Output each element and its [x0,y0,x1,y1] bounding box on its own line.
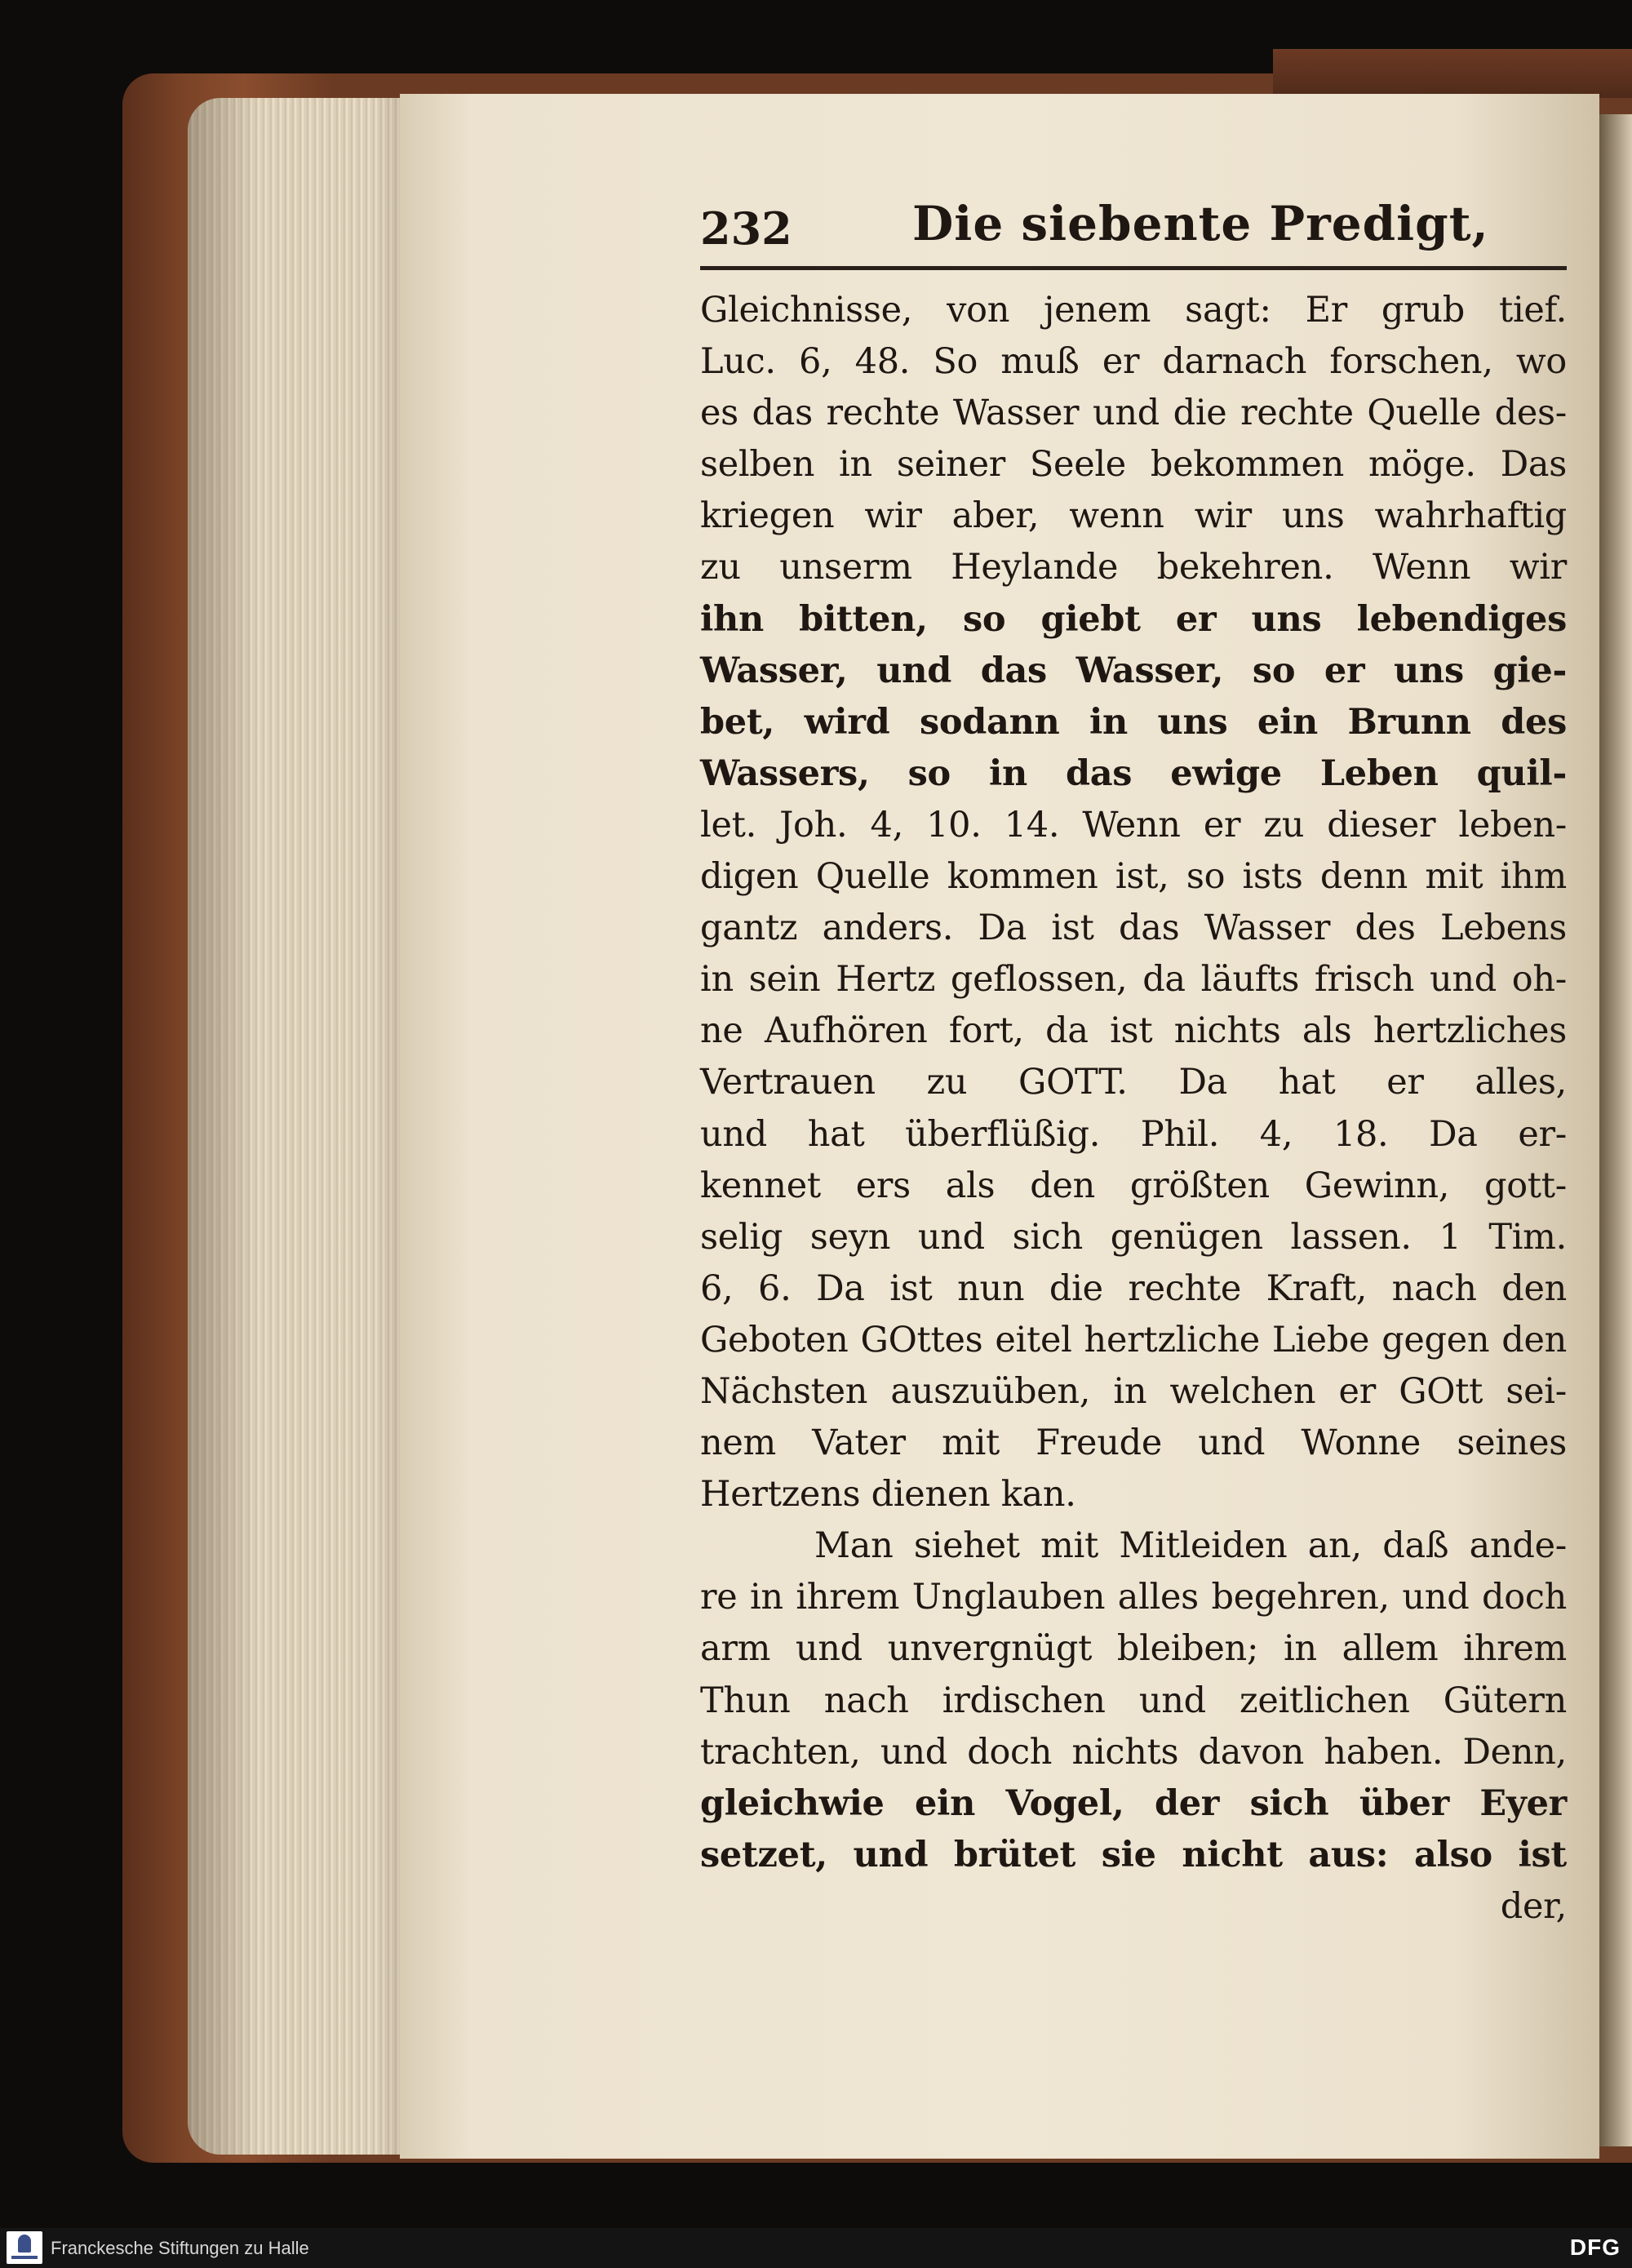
text-line: es das rechte Wasser und die rechte Quelle des- [700,393,1567,434]
institution-name[interactable]: Franckesche Stiftungen zu Halle [51,2238,309,2258]
text-line: nem Vater mit Freude und Wonne seines [700,1422,1567,1464]
text-line: Thun nach irdischen und zeitlichen Gütern [700,1680,1567,1721]
text-line: Vertrauen zu GOTT. Da hat er alles, [700,1062,1567,1103]
text-line: Man siehet mit Mitleiden an, daß ande- [814,1525,1567,1567]
text-line: gleichwie ein Vogel, der sich über Eyer [700,1782,1567,1824]
page-number: 232 [700,202,792,255]
text-line: let. Joh. 4, 10. 14. Wenn er zu dieser leben- [700,804,1567,846]
running-title: Die siebente Predigt, [912,196,1489,251]
text-line: ne Aufhören fort, da ist nichts als hertzliches [700,1010,1567,1052]
text-line: ihn bitten, so giebt er uns lebendiges [700,598,1567,640]
text-line: selben in seiner Seele bekommen möge. Das [700,444,1567,486]
text-line: trachten, und doch nichts davon haben. Denn, [700,1731,1567,1773]
text-line: Geboten GOttes eitel hertzliche Liebe gegen den [700,1319,1567,1360]
catchword: der, [1500,1885,1567,1927]
page-text [700,196,1567,1933]
text-line: kennet ers als den größten Gewinn, gott- [700,1165,1567,1206]
text-line: zu unserm Heylande bekehren. Wenn wir [700,547,1567,588]
text-line: Gleichnisse, von jenem sagt: Er grub tief. [700,290,1567,331]
text-line: arm und unvergnügt bleiben; in allem ihrem [700,1628,1567,1670]
text-line: Wasser, und das Wasser, so er uns gie- [700,650,1567,691]
page-block-shade [188,98,420,2155]
dfg-logo[interactable]: DFG [1569,2235,1621,2260]
institution-logo-icon[interactable] [7,2231,42,2264]
cover-top-edge [1273,49,1632,98]
text-line: und hat überflüßig. Phil. 4, 18. Da er- [700,1113,1567,1155]
facing-page-sliver [1599,114,1632,2146]
text-line: Wassers, so in das ewige Leben quil- [700,752,1567,794]
text-line: setzet, und brütet sie nicht aus: also ist [700,1834,1567,1875]
text-line: re in ihrem Unglauben alles begehren, und doch [700,1577,1567,1618]
text-line: 6, 6. Da ist nun die rechte Kraft, nach den [700,1267,1567,1309]
text-line: kriegen wir aber, wenn wir uns wahrhaftig [700,495,1567,537]
text-line: Nächsten auszuüben, in welchen er GOtt sei- [700,1370,1567,1412]
footer-bar [0,2228,1632,2268]
text-line: gantz anders. Da ist das Wasser des Lebens [700,908,1567,949]
text-line: Hertzens dienen kan. [700,1474,1076,1516]
text-line: digen Quelle kommen ist, so ists denn mit ihm [700,856,1567,898]
text-line: bet, wird sodann in uns ein Brunn des [700,701,1567,743]
running-head [700,196,1567,261]
header-rule [700,266,1567,270]
text-line: Luc. 6, 48. So muß er darnach forschen, wo [700,341,1567,383]
text-line: in sein Hertz geflossen, da läufts frisch und oh- [700,959,1567,1001]
text-line: selig seyn und sich genügen lassen. 1 Tim. [700,1216,1567,1258]
